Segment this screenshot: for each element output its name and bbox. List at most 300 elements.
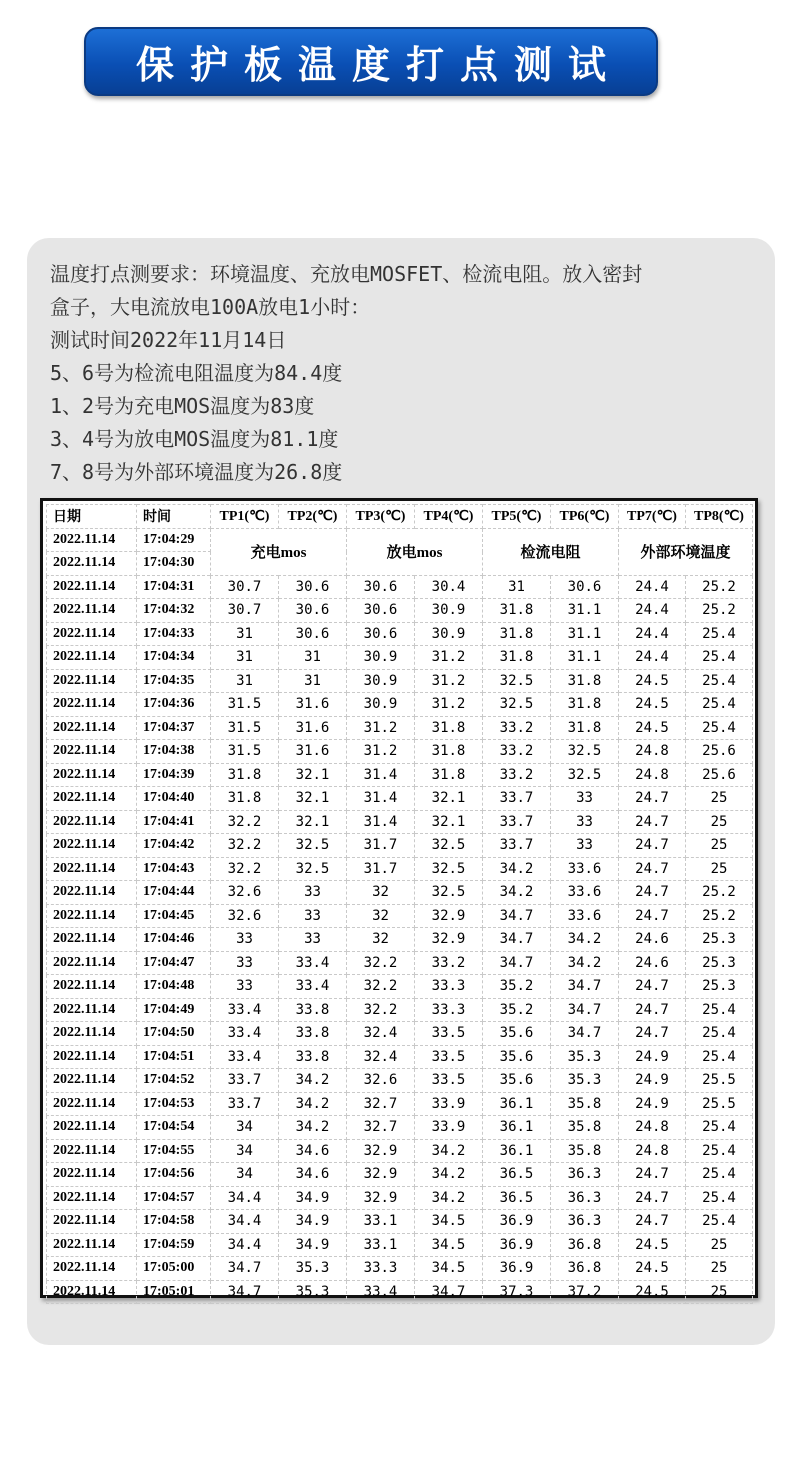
tp1-temperature-cell: 34 [211,1163,279,1187]
tp3-temperature-cell: 31.7 [347,834,415,858]
tp7-temperature-cell: 24.7 [619,834,686,858]
tp7-temperature-cell: 24.7 [619,975,686,999]
tp4-temperature-cell: 30.4 [415,575,483,599]
tp5-temperature-cell: 35.2 [483,975,551,999]
tp4-temperature-cell: 32.1 [415,787,483,811]
header-tp2: TP2(℃) [279,505,347,529]
table-row [47,1069,753,1093]
tp3-temperature-cell: 33.3 [347,1257,415,1281]
tp3-temperature-cell: 33.1 [347,1210,415,1234]
tp5-temperature-cell: 34.7 [483,951,551,975]
tp2-temperature-cell: 34.2 [279,1116,347,1140]
time-cell: 17:04:41 [137,810,211,834]
tp2-temperature-cell: 35.3 [279,1280,347,1304]
tp2-temperature-cell: 34.9 [279,1233,347,1257]
group-sense-resistor: 检流电阻 [483,528,619,575]
tp4-temperature-cell: 32.5 [415,857,483,881]
group-charge-mos: 充电mos [211,528,347,575]
tp1-temperature-cell: 31.5 [211,740,279,764]
tp6-temperature-cell: 34.2 [551,928,619,952]
table-row [47,857,753,881]
tp2-temperature-cell: 33.4 [279,951,347,975]
tp8-temperature-cell: 25.4 [686,998,753,1022]
tp1-temperature-cell: 33.4 [211,1022,279,1046]
tp1-temperature-cell: 30.7 [211,575,279,599]
tp7-temperature-cell: 24.4 [619,599,686,623]
tp7-temperature-cell: 24.7 [619,810,686,834]
tp2-temperature-cell: 34.9 [279,1210,347,1234]
tp4-temperature-cell: 33.5 [415,1022,483,1046]
tp2-temperature-cell: 33.4 [279,975,347,999]
group-discharge-mos: 放电mos [347,528,483,575]
tp7-temperature-cell: 24.9 [619,1092,686,1116]
tp8-temperature-cell: 25.3 [686,951,753,975]
table-row [47,787,753,811]
time-cell: 17:04:59 [137,1233,211,1257]
tp6-temperature-cell: 32.5 [551,740,619,764]
tp5-temperature-cell: 35.6 [483,1069,551,1093]
tp4-temperature-cell: 34.5 [415,1233,483,1257]
tp2-temperature-cell: 32.5 [279,857,347,881]
table-row [47,622,753,646]
tp3-temperature-cell: 30.9 [347,646,415,670]
table-row [47,1210,753,1234]
date-cell: 2022.11.14 [47,951,137,975]
tp6-temperature-cell: 36.8 [551,1257,619,1281]
tp4-temperature-cell: 31.2 [415,693,483,717]
date-cell: 2022.11.14 [47,1280,137,1304]
tp8-temperature-cell: 25.2 [686,599,753,623]
date-cell: 2022.11.14 [47,599,137,623]
probe-note: 1、2号为充电MOS温度为83度 [50,394,315,418]
tp3-temperature-cell: 32.2 [347,975,415,999]
tp8-temperature-cell: 25 [686,834,753,858]
date-cell: 2022.11.14 [47,1022,137,1046]
probe-note: 7、8号为外部环境温度为26.8度 [50,460,343,484]
tp7-temperature-cell: 24.7 [619,998,686,1022]
tp4-temperature-cell: 34.2 [415,1186,483,1210]
tp3-temperature-cell: 33.4 [347,1280,415,1304]
tp2-temperature-cell: 30.6 [279,599,347,623]
tp1-temperature-cell: 34 [211,1116,279,1140]
tp7-temperature-cell: 24.7 [619,1163,686,1187]
tp2-temperature-cell: 33 [279,904,347,928]
tp5-temperature-cell: 33.7 [483,810,551,834]
tp2-temperature-cell: 32.5 [279,834,347,858]
tp1-temperature-cell: 32.6 [211,881,279,905]
tp6-temperature-cell: 35.8 [551,1092,619,1116]
tp7-temperature-cell: 24.8 [619,1116,686,1140]
tp5-temperature-cell: 34.7 [483,928,551,952]
tp7-temperature-cell: 24.5 [619,1280,686,1304]
tp2-temperature-cell: 31 [279,669,347,693]
date-cell: 2022.11.14 [47,1116,137,1140]
time-cell: 17:04:52 [137,1069,211,1093]
tp7-temperature-cell: 24.7 [619,1186,686,1210]
tp4-temperature-cell: 34.2 [415,1139,483,1163]
tp6-temperature-cell: 33.6 [551,881,619,905]
date-cell: 2022.11.14 [47,904,137,928]
tp6-temperature-cell: 31.8 [551,669,619,693]
tp4-temperature-cell: 31.8 [415,763,483,787]
date-cell: 2022.11.14 [47,740,137,764]
tp3-temperature-cell: 32 [347,904,415,928]
tp4-temperature-cell: 32.5 [415,881,483,905]
tp1-temperature-cell: 33.7 [211,1092,279,1116]
tp1-temperature-cell: 31.8 [211,763,279,787]
tp4-temperature-cell: 33.9 [415,1092,483,1116]
tp7-temperature-cell: 24.8 [619,1139,686,1163]
tp6-temperature-cell: 33.6 [551,904,619,928]
tp2-temperature-cell: 34.9 [279,1186,347,1210]
time-cell: 17:04:43 [137,857,211,881]
table-row [47,1186,753,1210]
tp2-temperature-cell: 34.6 [279,1163,347,1187]
tp7-temperature-cell: 24.4 [619,575,686,599]
date-cell: 2022.11.14 [47,622,137,646]
tp4-temperature-cell: 33.2 [415,951,483,975]
time-cell: 17:04:35 [137,669,211,693]
time-cell: 17:04:49 [137,998,211,1022]
time-cell: 17:04:50 [137,1022,211,1046]
table-row [47,1257,753,1281]
time-cell: 17:04:33 [137,622,211,646]
tp7-temperature-cell: 24.9 [619,1069,686,1093]
tp4-temperature-cell: 33.5 [415,1069,483,1093]
tp4-temperature-cell: 34.5 [415,1210,483,1234]
tp4-temperature-cell: 33.3 [415,998,483,1022]
date-cell: 2022.11.14 [47,1257,137,1281]
tp4-temperature-cell: 33.3 [415,975,483,999]
tp3-temperature-cell: 32.2 [347,951,415,975]
tp2-temperature-cell: 31.6 [279,716,347,740]
table-row [47,1280,753,1304]
tp8-temperature-cell: 25.4 [686,1186,753,1210]
tp8-temperature-cell: 25.6 [686,763,753,787]
tp3-temperature-cell: 32 [347,881,415,905]
tp6-temperature-cell: 35.3 [551,1069,619,1093]
date-cell: 2022.11.14 [47,1210,137,1234]
group-ambient: 外部环境温度 [619,528,753,575]
tp8-temperature-cell: 25.4 [686,1022,753,1046]
table-row [47,1139,753,1163]
tp1-temperature-cell: 32.2 [211,834,279,858]
tp2-temperature-cell: 35.3 [279,1257,347,1281]
tp1-temperature-cell: 32.6 [211,904,279,928]
tp6-temperature-cell: 34.7 [551,998,619,1022]
header-time: 时间 [137,505,211,529]
tp5-temperature-cell: 34.7 [483,904,551,928]
tp7-temperature-cell: 24.7 [619,904,686,928]
temperature-table-frame [40,498,758,1298]
date-cell: 2022.11.14 [47,881,137,905]
header-tp4: TP4(℃) [415,505,483,529]
tp3-temperature-cell: 30.9 [347,669,415,693]
table-header-row [47,505,753,529]
tp2-temperature-cell: 33.8 [279,1045,347,1069]
tp1-temperature-cell: 32.2 [211,810,279,834]
table-row [47,928,753,952]
header-tp3: TP3(℃) [347,505,415,529]
tp3-temperature-cell: 32.9 [347,1163,415,1187]
date-cell: 2022.11.14 [47,1163,137,1187]
date-cell: 2022.11.14 [47,693,137,717]
tp4-temperature-cell: 34.7 [415,1280,483,1304]
tp6-temperature-cell: 32.5 [551,763,619,787]
time-cell: 17:04:31 [137,575,211,599]
header-tp6: TP6(℃) [551,505,619,529]
title-banner [84,27,658,96]
tp4-temperature-cell: 32.9 [415,928,483,952]
time-cell: 17:05:01 [137,1280,211,1304]
tp7-temperature-cell: 24.5 [619,669,686,693]
tp5-temperature-cell: 35.6 [483,1045,551,1069]
header-tp7: TP7(℃) [619,505,686,529]
tp7-temperature-cell: 24.7 [619,1210,686,1234]
date-cell: 2022.11.14 [47,646,137,670]
time-cell: 17:04:38 [137,740,211,764]
tp3-temperature-cell: 32.9 [347,1139,415,1163]
tp4-temperature-cell: 32.9 [415,904,483,928]
tp8-temperature-cell: 25.4 [686,1163,753,1187]
tp8-temperature-cell: 25.4 [686,1045,753,1069]
tp6-temperature-cell: 30.6 [551,575,619,599]
table-row [47,763,753,787]
tp6-temperature-cell: 36.8 [551,1233,619,1257]
tp5-temperature-cell: 35.6 [483,1022,551,1046]
tp6-temperature-cell: 35.8 [551,1139,619,1163]
tp1-temperature-cell: 34.4 [211,1233,279,1257]
tp3-temperature-cell: 32.7 [347,1092,415,1116]
tp8-temperature-cell: 25.5 [686,1092,753,1116]
tp1-temperature-cell: 34.7 [211,1280,279,1304]
table-row [47,528,753,552]
temperature-table [46,504,753,1304]
table-row [47,904,753,928]
tp5-temperature-cell: 36.9 [483,1210,551,1234]
table-row [47,575,753,599]
time-cell: 17:04:46 [137,928,211,952]
tp4-temperature-cell: 31.2 [415,646,483,670]
date-cell: 2022.11.14 [47,928,137,952]
tp4-temperature-cell: 33.9 [415,1116,483,1140]
date-cell: 2022.11.14 [47,528,137,552]
tp3-temperature-cell: 31.4 [347,810,415,834]
tp7-temperature-cell: 24.8 [619,763,686,787]
tp3-temperature-cell: 32.9 [347,1186,415,1210]
table-row [47,810,753,834]
date-cell: 2022.11.14 [47,975,137,999]
tp4-temperature-cell: 31.2 [415,669,483,693]
tp2-temperature-cell: 34.2 [279,1069,347,1093]
time-cell: 17:04:40 [137,787,211,811]
tp1-temperature-cell: 33 [211,928,279,952]
date-cell: 2022.11.14 [47,1139,137,1163]
tp8-temperature-cell: 25.2 [686,881,753,905]
tp6-temperature-cell: 31.1 [551,599,619,623]
tp7-temperature-cell: 24.7 [619,881,686,905]
tp1-temperature-cell: 34.4 [211,1210,279,1234]
tp4-temperature-cell: 33.5 [415,1045,483,1069]
table-row [47,1163,753,1187]
tp7-temperature-cell: 24.6 [619,951,686,975]
tp5-temperature-cell: 36.1 [483,1116,551,1140]
tp6-temperature-cell: 36.3 [551,1186,619,1210]
date-cell: 2022.11.14 [47,1233,137,1257]
tp1-temperature-cell: 34.4 [211,1186,279,1210]
tp1-temperature-cell: 30.7 [211,599,279,623]
tp4-temperature-cell: 31.8 [415,716,483,740]
table-row [47,1022,753,1046]
tp4-temperature-cell: 32.5 [415,834,483,858]
table-row [47,693,753,717]
time-cell: 17:04:47 [137,951,211,975]
time-cell: 17:04:34 [137,646,211,670]
tp8-temperature-cell: 25.5 [686,1069,753,1093]
date-cell: 2022.11.14 [47,763,137,787]
page-title: 保护板温度打点测试 [135,43,622,87]
date-cell: 2022.11.14 [47,857,137,881]
test-requirements [50,258,770,489]
tp5-temperature-cell: 31.8 [483,599,551,623]
table-row [47,599,753,623]
tp2-temperature-cell: 32.1 [279,763,347,787]
time-cell: 17:04:42 [137,834,211,858]
date-cell: 2022.11.14 [47,787,137,811]
tp1-temperature-cell: 31.5 [211,716,279,740]
tp8-temperature-cell: 25.2 [686,575,753,599]
tp3-temperature-cell: 30.6 [347,575,415,599]
time-cell: 17:04:45 [137,904,211,928]
tp6-temperature-cell: 36.3 [551,1163,619,1187]
tp5-temperature-cell: 36.1 [483,1139,551,1163]
date-cell: 2022.11.14 [47,575,137,599]
tp6-temperature-cell: 31.8 [551,693,619,717]
time-cell: 17:04:37 [137,716,211,740]
date-cell: 2022.11.14 [47,716,137,740]
test-date-line: 测试时间2022年11月14日 [50,328,287,352]
time-cell: 17:04:39 [137,763,211,787]
time-cell: 17:04:54 [137,1116,211,1140]
tp5-temperature-cell: 33.2 [483,716,551,740]
tp8-temperature-cell: 25 [686,1233,753,1257]
tp2-temperature-cell: 31.6 [279,740,347,764]
tp1-temperature-cell: 33.4 [211,998,279,1022]
table-row [47,998,753,1022]
tp8-temperature-cell: 25.6 [686,740,753,764]
tp1-temperature-cell: 34.7 [211,1257,279,1281]
tp1-temperature-cell: 31 [211,622,279,646]
tp8-temperature-cell: 25.4 [686,716,753,740]
tp6-temperature-cell: 34.2 [551,951,619,975]
tp8-temperature-cell: 25.3 [686,928,753,952]
tp8-temperature-cell: 25.4 [686,1139,753,1163]
time-cell: 17:04:29 [137,528,211,552]
tp8-temperature-cell: 25 [686,810,753,834]
tp2-temperature-cell: 34.2 [279,1092,347,1116]
tp6-temperature-cell: 35.3 [551,1045,619,1069]
time-cell: 17:04:44 [137,881,211,905]
tp8-temperature-cell: 25.2 [686,904,753,928]
time-cell: 17:04:57 [137,1186,211,1210]
tp8-temperature-cell: 25 [686,787,753,811]
time-cell: 17:04:51 [137,1045,211,1069]
tp6-temperature-cell: 34.7 [551,975,619,999]
tp1-temperature-cell: 34 [211,1139,279,1163]
tp6-temperature-cell: 34.7 [551,1022,619,1046]
time-cell: 17:04:58 [137,1210,211,1234]
tp7-temperature-cell: 24.6 [619,928,686,952]
tp5-temperature-cell: 35.2 [483,998,551,1022]
tp2-temperature-cell: 32.1 [279,810,347,834]
header-tp5: TP5(℃) [483,505,551,529]
tp5-temperature-cell: 36.9 [483,1257,551,1281]
table-row [47,646,753,670]
table-row [47,716,753,740]
date-cell: 2022.11.14 [47,1092,137,1116]
tp1-temperature-cell: 33.4 [211,1045,279,1069]
tp6-temperature-cell: 33 [551,834,619,858]
table-row [47,951,753,975]
tp5-temperature-cell: 32.5 [483,669,551,693]
time-cell: 17:04:32 [137,599,211,623]
tp3-temperature-cell: 30.6 [347,599,415,623]
tp6-temperature-cell: 31.1 [551,622,619,646]
date-cell: 2022.11.14 [47,810,137,834]
time-cell: 17:05:00 [137,1257,211,1281]
tp8-temperature-cell: 25.4 [686,1210,753,1234]
tp3-temperature-cell: 32.7 [347,1116,415,1140]
tp3-temperature-cell: 31.2 [347,740,415,764]
tp3-temperature-cell: 32.2 [347,998,415,1022]
probe-note: 5、6号为检流电阻温度为84.4度 [50,361,343,385]
tp5-temperature-cell: 36.1 [483,1092,551,1116]
tp1-temperature-cell: 33 [211,975,279,999]
tp5-temperature-cell: 37.3 [483,1280,551,1304]
requirement-line: 温度打点测要求：环境温度、充放电MOSFET、检流电阻。放入密封 [50,262,643,286]
time-cell: 17:04:30 [137,552,211,576]
tp6-temperature-cell: 33 [551,810,619,834]
tp2-temperature-cell: 33.8 [279,1022,347,1046]
tp5-temperature-cell: 34.2 [483,881,551,905]
tp2-temperature-cell: 34.6 [279,1139,347,1163]
tp6-temperature-cell: 33.6 [551,857,619,881]
tp7-temperature-cell: 24.7 [619,787,686,811]
tp7-temperature-cell: 24.7 [619,857,686,881]
tp2-temperature-cell: 32.1 [279,787,347,811]
tp5-temperature-cell: 31 [483,575,551,599]
time-cell: 17:04:55 [137,1139,211,1163]
time-cell: 17:04:56 [137,1163,211,1187]
tp2-temperature-cell: 31.6 [279,693,347,717]
table-row [47,834,753,858]
tp5-temperature-cell: 32.5 [483,693,551,717]
tp3-temperature-cell: 30.6 [347,622,415,646]
tp6-temperature-cell: 36.3 [551,1210,619,1234]
tp6-temperature-cell: 35.8 [551,1116,619,1140]
tp4-temperature-cell: 31.8 [415,740,483,764]
tp1-temperature-cell: 31 [211,646,279,670]
tp1-temperature-cell: 31.5 [211,693,279,717]
tp8-temperature-cell: 25.4 [686,669,753,693]
tp6-temperature-cell: 31.1 [551,646,619,670]
header-tp8: TP8(℃) [686,505,753,529]
tp2-temperature-cell: 33 [279,881,347,905]
tp3-temperature-cell: 31.7 [347,857,415,881]
tp8-temperature-cell: 25 [686,857,753,881]
tp7-temperature-cell: 24.5 [619,693,686,717]
tp8-temperature-cell: 25.4 [686,646,753,670]
